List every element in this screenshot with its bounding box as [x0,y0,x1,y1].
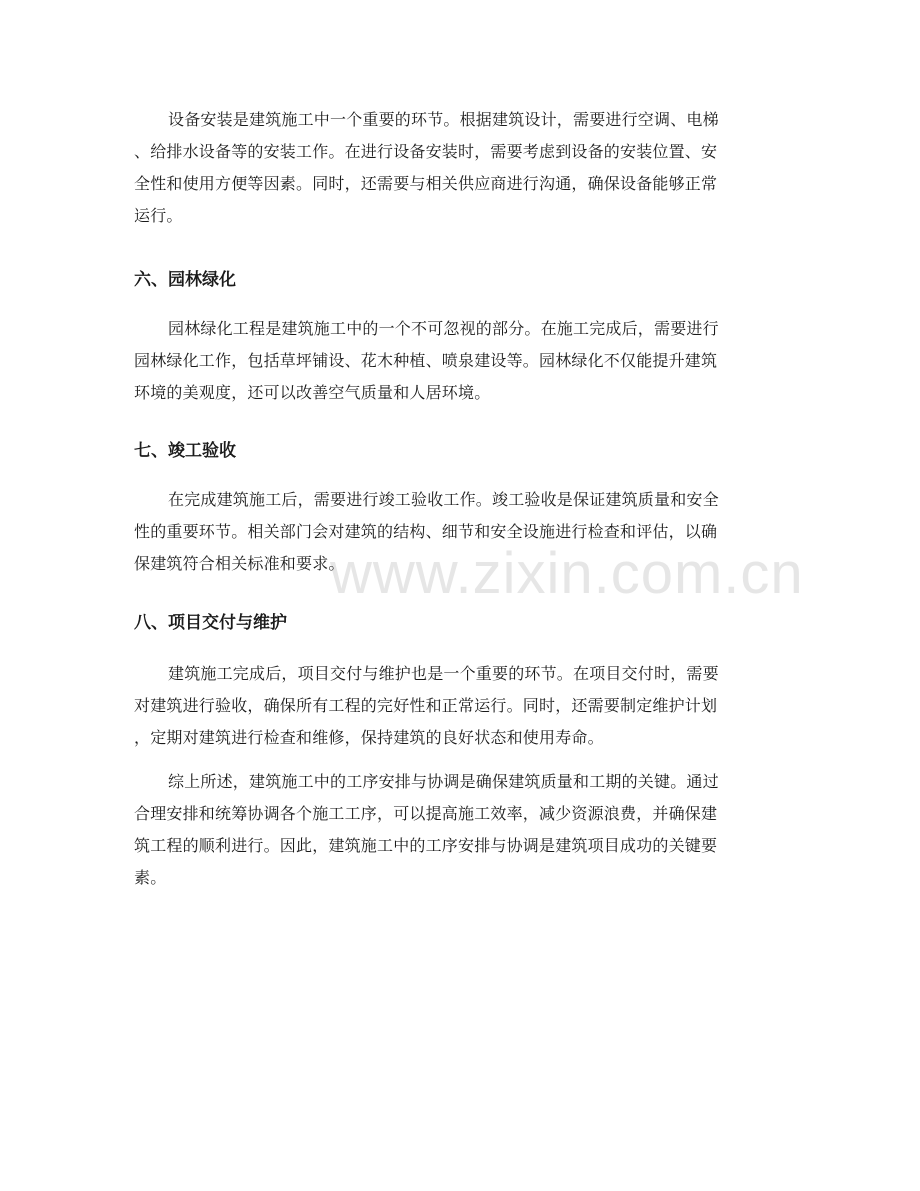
paragraph-landscaping [134,313,794,409]
paragraph-line: 建筑施工完成后，项目交付与维护也是一个重要的环节。在项目交付时，需要 [168,664,719,683]
paragraph-line: 园林绿化工作，包括草坪铺设、花木种植、喷泉建设等。园林绿化不仅能提升建筑 [134,351,718,370]
paragraph-line: 合理安排和统筹协调各个施工工序，可以提高施工效率，减少资源浪费，并确保建 [134,804,718,823]
paragraph-line: 性的重要环节。相关部门会对建筑的结构、细节和安全设施进行检查和评估，以确 [134,522,718,541]
paragraph-line: 筑工程的顺利进行。因此，建筑施工中的工序安排与协调是建筑项目成功的关键要 [134,836,718,855]
paragraph-line: 环境的美观度，还可以改善空气质量和人居环境。 [134,383,491,402]
paragraph-line: 素。 [134,868,167,887]
paragraph-completion-acceptance [134,484,794,580]
paragraph-delivery-maintenance [134,658,794,754]
paragraph-equipment-installation [134,104,794,232]
paragraph-line: 在完成建筑施工后，需要进行竣工验收工作。竣工验收是保证建筑质量和安全 [168,490,719,509]
paragraph-line: ，定期对建筑进行检查和维修，保持建筑的良好状态和使用寿命。 [134,728,604,747]
section-heading-delivery-maintenance: 八、项目交付与维护 [134,613,287,633]
paragraph-line: 设备安装是建筑施工中一个重要的环节。根据建筑设计，需要进行空调、电梯 [168,110,719,129]
section-heading-landscaping: 六、园林绿化 [134,270,236,290]
paragraph-conclusion [134,766,794,894]
paragraph-line: 保建筑符合相关标准和要求。 [134,554,345,573]
paragraph-line: 、给排水设备等的安装工作。在进行设备安装时，需要考虑到设备的安装位置、安 [134,142,718,161]
paragraph-line: 园林绿化工程是建筑施工中的一个不可忽视的部分。在施工完成后，需要进行 [168,319,719,338]
section-heading-completion-acceptance: 七、竣工验收 [134,441,236,461]
paragraph-line: 综上所述，建筑施工中的工序安排与协调是确保建筑质量和工期的关键。通过 [168,772,719,791]
watermark-text: www.zixin.com.cn [330,541,804,606]
paragraph-line: 对建筑进行验收，确保所有工程的完好性和正常运行。同时，还需要制定维护计划 [134,696,718,715]
paragraph-line: 运行。 [134,206,183,225]
paragraph-line: 全性和使用方便等因素。同时，还需要与相关供应商进行沟通，确保设备能够正常 [134,174,718,193]
